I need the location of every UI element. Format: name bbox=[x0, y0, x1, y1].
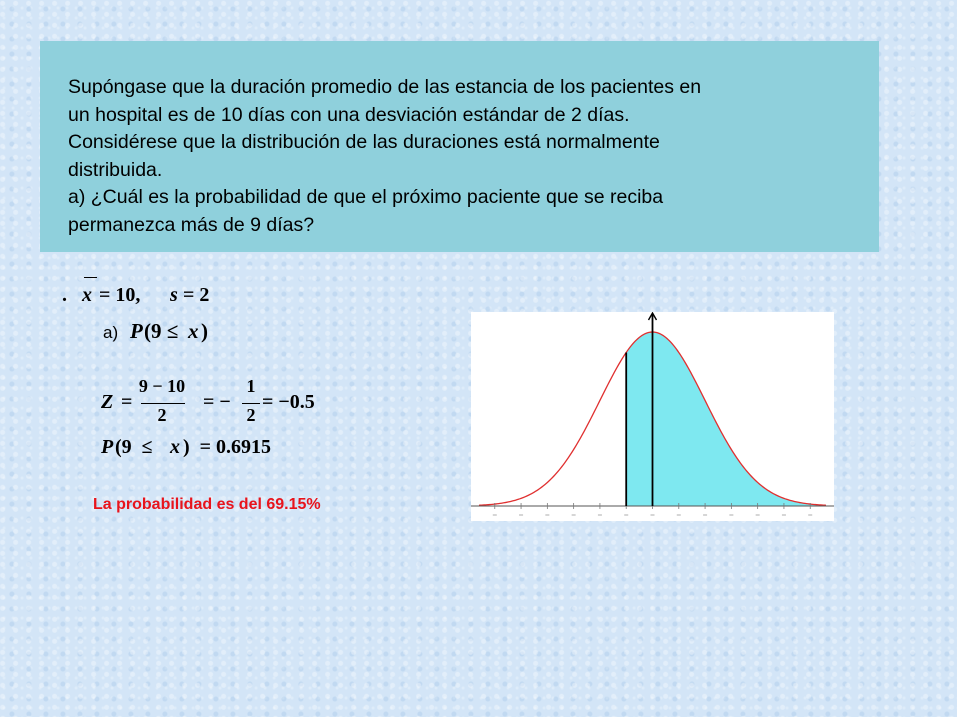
given-prefix: . bbox=[62, 284, 67, 306]
z-fraction-bar bbox=[141, 403, 185, 404]
half-numerator: 1 bbox=[246, 376, 256, 396]
part-a-open: (9 ≤ bbox=[144, 319, 179, 343]
normal-curve-svg bbox=[471, 312, 834, 521]
shaded-area bbox=[626, 332, 826, 506]
part-a-x: x bbox=[188, 319, 199, 343]
prob-close: ) = 0.6915 bbox=[183, 436, 272, 458]
problem-line: a) ¿Cuál es la probabilidad de que el próximo paciente que se reciba bbox=[68, 186, 664, 208]
part-a-label: a) bbox=[103, 323, 119, 342]
part-a-p: P bbox=[130, 319, 143, 343]
z-symbol: Z bbox=[101, 391, 114, 413]
conclusion-text: La probabilidad es del 69.15% bbox=[93, 496, 321, 513]
z-equals-neg: = − bbox=[203, 391, 231, 413]
problem-line: Considérese que la distribución de las duraciones está normalmente bbox=[68, 131, 660, 153]
prob-x: x bbox=[170, 436, 180, 458]
half-denominator: 2 bbox=[246, 405, 256, 425]
z-numerator: 9 − 10 bbox=[138, 376, 186, 396]
given-s: s bbox=[170, 284, 178, 306]
problem-box bbox=[40, 41, 879, 252]
xbar-overline bbox=[84, 277, 97, 278]
prob-open: (9 ≤ bbox=[115, 436, 153, 458]
normal-curve-chart bbox=[471, 312, 834, 521]
problem-line: Supóngase que la duración promedio de las estancia de los pacientes en bbox=[68, 76, 702, 98]
given-xbar: x bbox=[82, 284, 92, 306]
z-denominator: 2 bbox=[157, 405, 167, 425]
z-result: = −0.5 bbox=[262, 391, 315, 413]
problem-line: un hospital es de 10 días con una desviación estándar de 2 días. bbox=[68, 103, 630, 126]
half-fraction-bar bbox=[242, 403, 260, 404]
problem-line: distribuida. bbox=[68, 158, 163, 181]
problem-text bbox=[68, 74, 868, 239]
part-a-close: ) bbox=[201, 319, 208, 343]
given-sd: = 2 bbox=[183, 284, 210, 306]
problem-line: permanezca más de 9 días? bbox=[68, 213, 315, 236]
given-mean: = 10, bbox=[99, 284, 141, 306]
z-equals: = bbox=[121, 391, 133, 413]
prob-p: P bbox=[101, 436, 114, 458]
